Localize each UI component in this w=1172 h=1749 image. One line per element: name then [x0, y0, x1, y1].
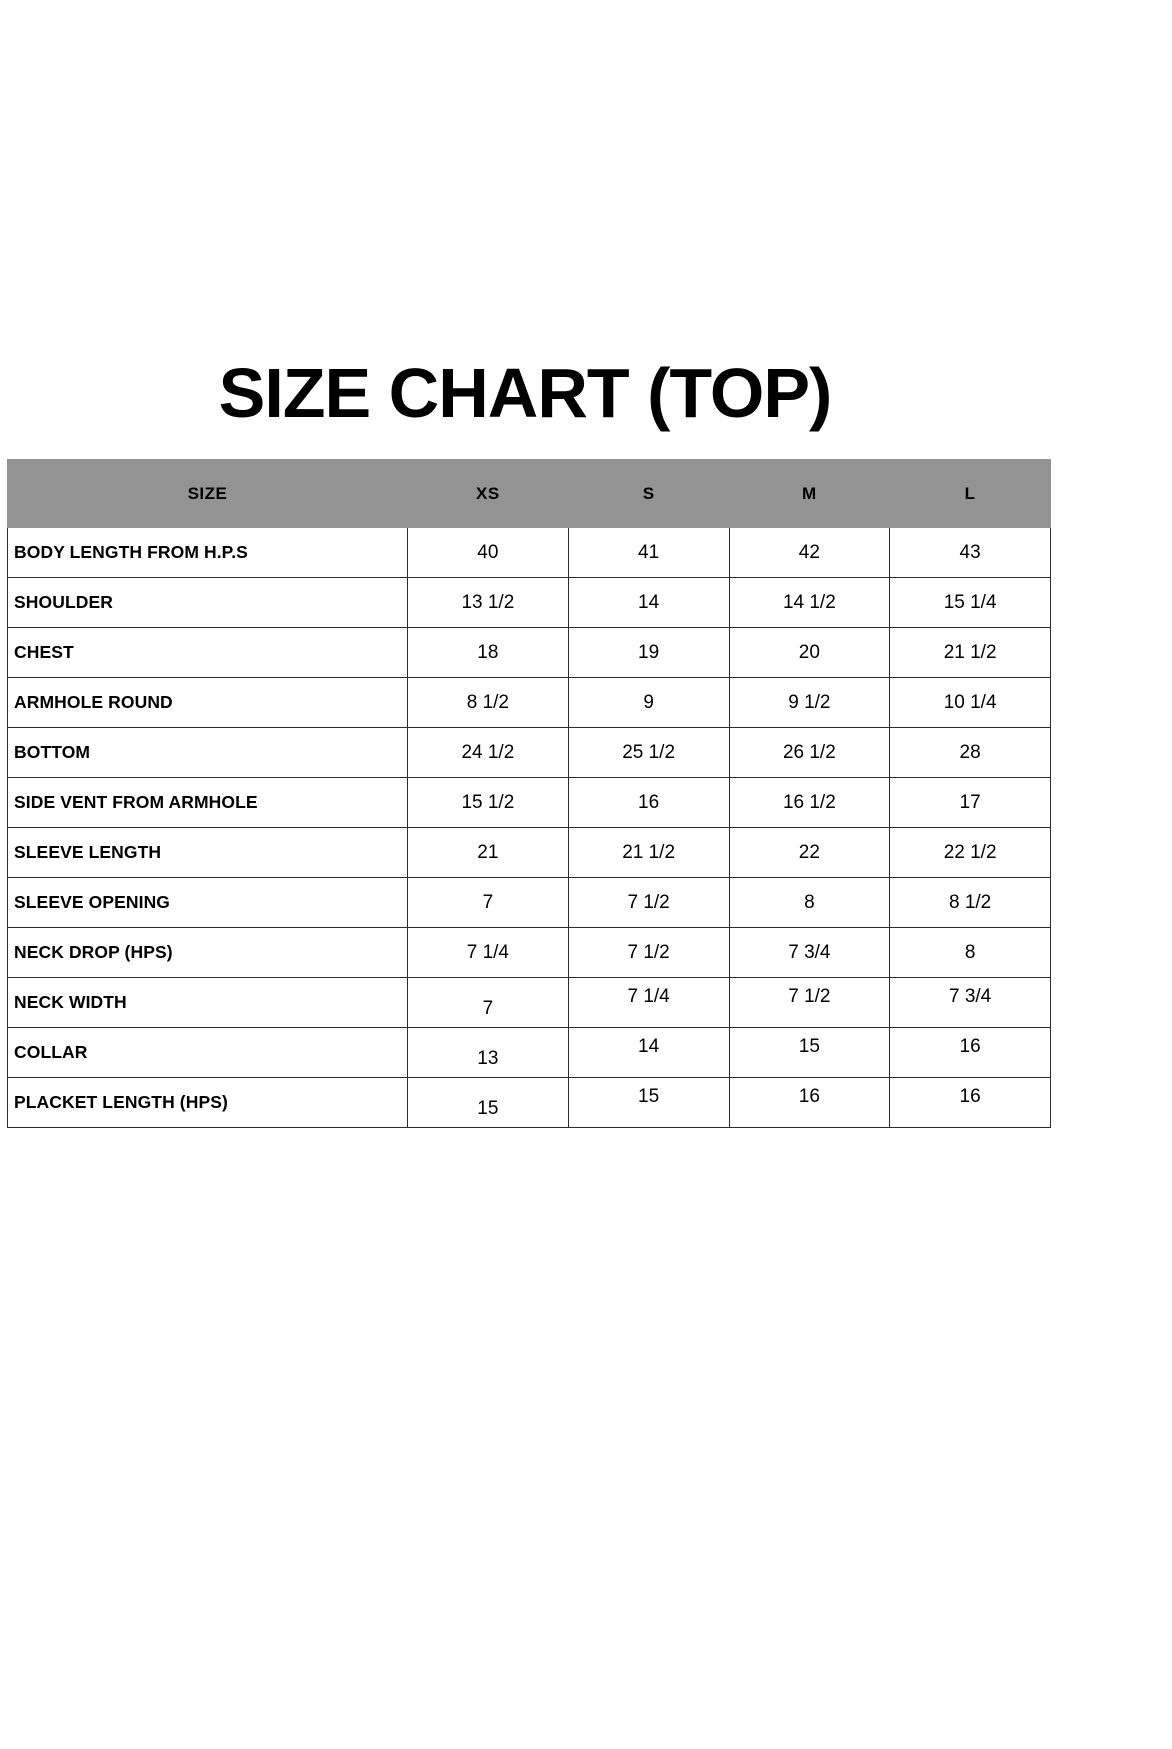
row-label: CHEST [8, 628, 408, 678]
cell-value: 19 [568, 628, 729, 678]
row-label: SIDE VENT FROM ARMHOLE [8, 778, 408, 828]
table-row [8, 778, 1051, 828]
cell-value: 41 [568, 528, 729, 578]
cell-value: 21 [408, 828, 569, 878]
cell-value: 13 [408, 1034, 569, 1084]
table-row [8, 828, 1051, 878]
cell-value: 21 1/2 [568, 828, 729, 878]
row-label: BODY LENGTH FROM H.P.S [8, 528, 408, 578]
cell-value: 8 [729, 878, 890, 928]
column-header-s: S [568, 460, 729, 528]
table-row [8, 628, 1051, 678]
table-row [8, 728, 1051, 778]
cell-value: 14 [568, 1022, 729, 1072]
cell-value: 18 [408, 628, 569, 678]
row-label: ARMHOLE ROUND [8, 678, 408, 728]
size-chart-table [7, 459, 1051, 1128]
column-header-l: L [890, 460, 1051, 528]
cell-value: 15 [568, 1072, 729, 1122]
cell-value: 16 [568, 778, 729, 828]
cell-value: 7 [408, 984, 569, 1034]
cell-value: 26 1/2 [729, 728, 890, 778]
table-header [8, 460, 1051, 528]
table-body [8, 528, 1051, 1128]
row-label: SLEEVE OPENING [8, 878, 408, 928]
table-row [8, 578, 1051, 628]
row-label: PLACKET LENGTH (HPS) [8, 1078, 408, 1128]
table-row [8, 928, 1051, 978]
page-title: SIZE CHART (TOP) [218, 354, 832, 432]
cell-value: 42 [729, 528, 890, 578]
cell-value: 7 3/4 [890, 972, 1051, 1022]
cell-value: 22 [729, 828, 890, 878]
table-row [8, 528, 1051, 578]
table-row [8, 978, 1051, 1028]
table-row [8, 678, 1051, 728]
cell-value: 7 1/2 [568, 928, 729, 978]
cell-value: 14 [568, 578, 729, 628]
cell-value: 40 [408, 528, 569, 578]
table-row [8, 878, 1051, 928]
column-header-size: SIZE [8, 460, 408, 528]
cell-value: 16 [729, 1072, 890, 1122]
row-label: BOTTOM [8, 728, 408, 778]
cell-value: 15 1/2 [408, 778, 569, 828]
cell-value: 15 1/4 [890, 578, 1051, 628]
cell-value: 22 1/2 [890, 828, 1051, 878]
row-label: SHOULDER [8, 578, 408, 628]
cell-value: 16 [890, 1072, 1051, 1122]
cell-value: 24 1/2 [408, 728, 569, 778]
cell-value: 9 1/2 [729, 678, 890, 728]
cell-value: 17 [890, 778, 1051, 828]
cell-value: 16 [890, 1022, 1051, 1072]
cell-value: 13 1/2 [408, 578, 569, 628]
table-row [8, 1028, 1051, 1078]
row-label: NECK DROP (HPS) [8, 928, 408, 978]
cell-value: 43 [890, 528, 1051, 578]
cell-value: 7 [408, 878, 569, 928]
row-label: SLEEVE LENGTH [8, 828, 408, 878]
cell-value: 7 1/2 [729, 972, 890, 1022]
cell-value: 15 [729, 1022, 890, 1072]
cell-value: 7 1/4 [568, 972, 729, 1022]
cell-value: 9 [568, 678, 729, 728]
cell-value: 15 [408, 1084, 569, 1134]
cell-value: 14 1/2 [729, 578, 890, 628]
cell-value: 7 1/4 [408, 928, 569, 978]
cell-value: 21 1/2 [890, 628, 1051, 678]
table-header-row [8, 460, 1051, 528]
cell-value: 16 1/2 [729, 778, 890, 828]
row-label: NECK WIDTH [8, 978, 408, 1028]
cell-value: 7 3/4 [729, 928, 890, 978]
cell-value: 25 1/2 [568, 728, 729, 778]
column-header-xs: XS [408, 460, 569, 528]
cell-value: 8 [890, 928, 1051, 978]
cell-value: 7 1/2 [568, 878, 729, 928]
table-row [8, 1078, 1051, 1128]
cell-value: 20 [729, 628, 890, 678]
column-header-m: M [729, 460, 890, 528]
row-label: COLLAR [8, 1028, 408, 1078]
cell-value: 8 1/2 [890, 878, 1051, 928]
cell-value: 10 1/4 [890, 678, 1051, 728]
cell-value: 28 [890, 728, 1051, 778]
cell-value: 8 1/2 [408, 678, 569, 728]
